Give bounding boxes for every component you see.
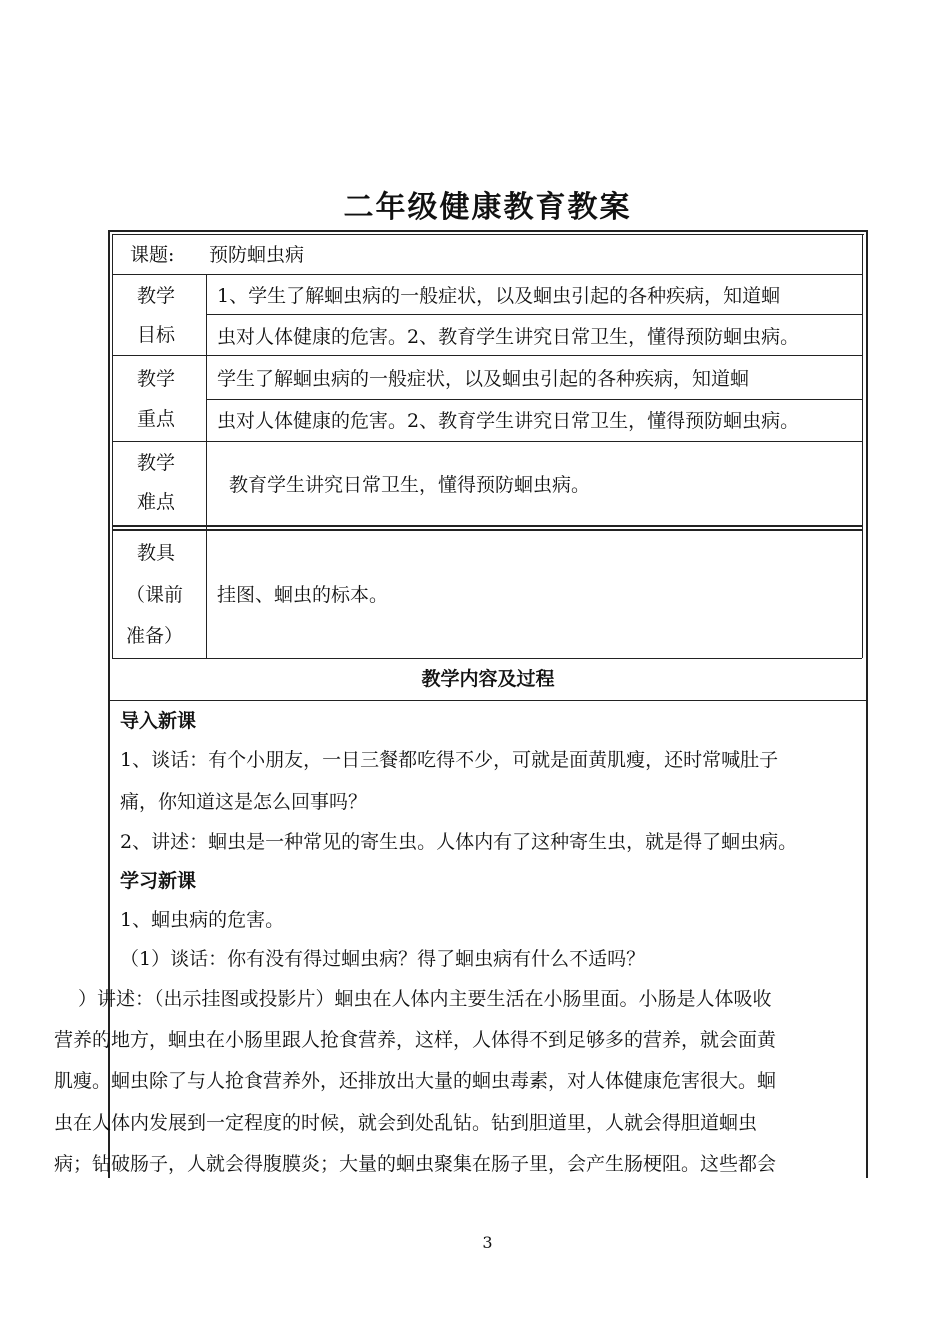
row-divider-difficulties-b — [112, 529, 862, 531]
materials-text: 挂图、蛔虫的标本。 — [217, 584, 389, 606]
goals-label-1: 教学 — [137, 285, 176, 307]
process-header: 教学内容及过程 — [421, 668, 555, 690]
paragraph-line-4: 虫在人体内发展到一定程度的时候，就会到处乱钻。钻到胆道里，人就会得胆道蛔虫 — [54, 1112, 758, 1134]
goals-line-1: 1、学生了解蛔虫病的一般症状，以及蛔虫引起的各种疾病，知道蛔 — [217, 285, 781, 307]
table-border-right-inner — [862, 234, 863, 658]
document-title: 二年级健康教育教案 — [343, 190, 632, 225]
materials-label-1: 教具 — [137, 542, 176, 564]
paragraph-line-2: 营养的地方，蛔虫在小肠里跟人抢食营养，这样，人体得不到足够多的营养，就会面黄 — [54, 1029, 777, 1051]
row-divider-key — [112, 441, 862, 442]
key-points-label-2: 重点 — [137, 408, 176, 430]
materials-label-3: 准备） — [126, 625, 184, 647]
page-number: 3 — [482, 1233, 493, 1252]
row-divider-difficulties-a — [112, 525, 862, 527]
label-column-divider — [206, 274, 207, 659]
difficulties-text: 教育学生讲究日常卫生，懂得预防蛔虫病。 — [229, 474, 591, 496]
row-divider-key-mid — [206, 399, 862, 400]
intro-heading: 导入新课 — [120, 710, 197, 732]
learn-line-1-1: （1）谈话：你有没有得过蛔虫病？得了蛔虫病有什么不适吗？ — [120, 948, 646, 970]
table-border-top-inner — [112, 234, 864, 235]
difficulties-label-2: 难点 — [137, 491, 176, 513]
topic-value: 预防蛔虫病 — [209, 244, 305, 266]
row-divider-process-header — [110, 700, 866, 701]
materials-label-2: （课前 — [126, 584, 184, 606]
key-points-line-1: 学生了解蛔虫病的一般症状，以及蛔虫引起的各种疾病，知道蛔 — [217, 368, 750, 390]
row-divider-materials — [112, 658, 862, 659]
topic-label: 课题: — [130, 244, 175, 266]
table-border-right-outer — [866, 230, 868, 1178]
intro-line-1b: 痛，你知道这是怎么回事吗？ — [120, 791, 368, 813]
intro-line-2: 2、讲述：蛔虫是一种常见的寄生虫。人体内有了这种寄生虫，就是得了蛔虫病。 — [120, 831, 798, 853]
row-divider-goals-mid — [206, 314, 862, 315]
table-border-left-inner — [112, 234, 113, 658]
key-points-line-2: 虫对人体健康的危害。2、教育学生讲究日常卫生，懂得预防蛔虫病。 — [217, 410, 800, 432]
paragraph-line-5: 病；钻破肠子，人就会得腹膜炎；大量的蛔虫聚集在肠子里，会产生肠梗阻。这些都会 — [54, 1153, 777, 1175]
paragraph-line-3: 肌瘦。蛔虫除了与人抢食营养外，还排放出大量的蛔虫毒素，对人体健康危害很大。蛔 — [54, 1070, 777, 1092]
learn-heading: 学习新课 — [120, 870, 197, 892]
table-border-top-outer — [108, 230, 868, 232]
difficulties-label-1: 教学 — [137, 452, 176, 474]
key-points-label-1: 教学 — [137, 368, 176, 390]
row-divider-goals — [112, 355, 862, 356]
goals-line-2: 虫对人体健康的危害。2、教育学生讲究日常卫生，懂得预防蛔虫病。 — [217, 326, 800, 348]
paragraph-line-1: ）讲述：（出示挂图或投影片）蛔虫在人体内主要生活在小肠里面。小肠是人体吸收 — [78, 988, 772, 1010]
intro-line-1a: 1、谈话：有个小朋友，一日三餐都吃得不少，可就是面黄肌瘦，还时常喊肚子 — [120, 749, 779, 771]
goals-label-2: 目标 — [137, 324, 176, 346]
row-divider-topic — [112, 274, 862, 275]
learn-line-1: 1、蛔虫病的危害。 — [120, 909, 285, 931]
